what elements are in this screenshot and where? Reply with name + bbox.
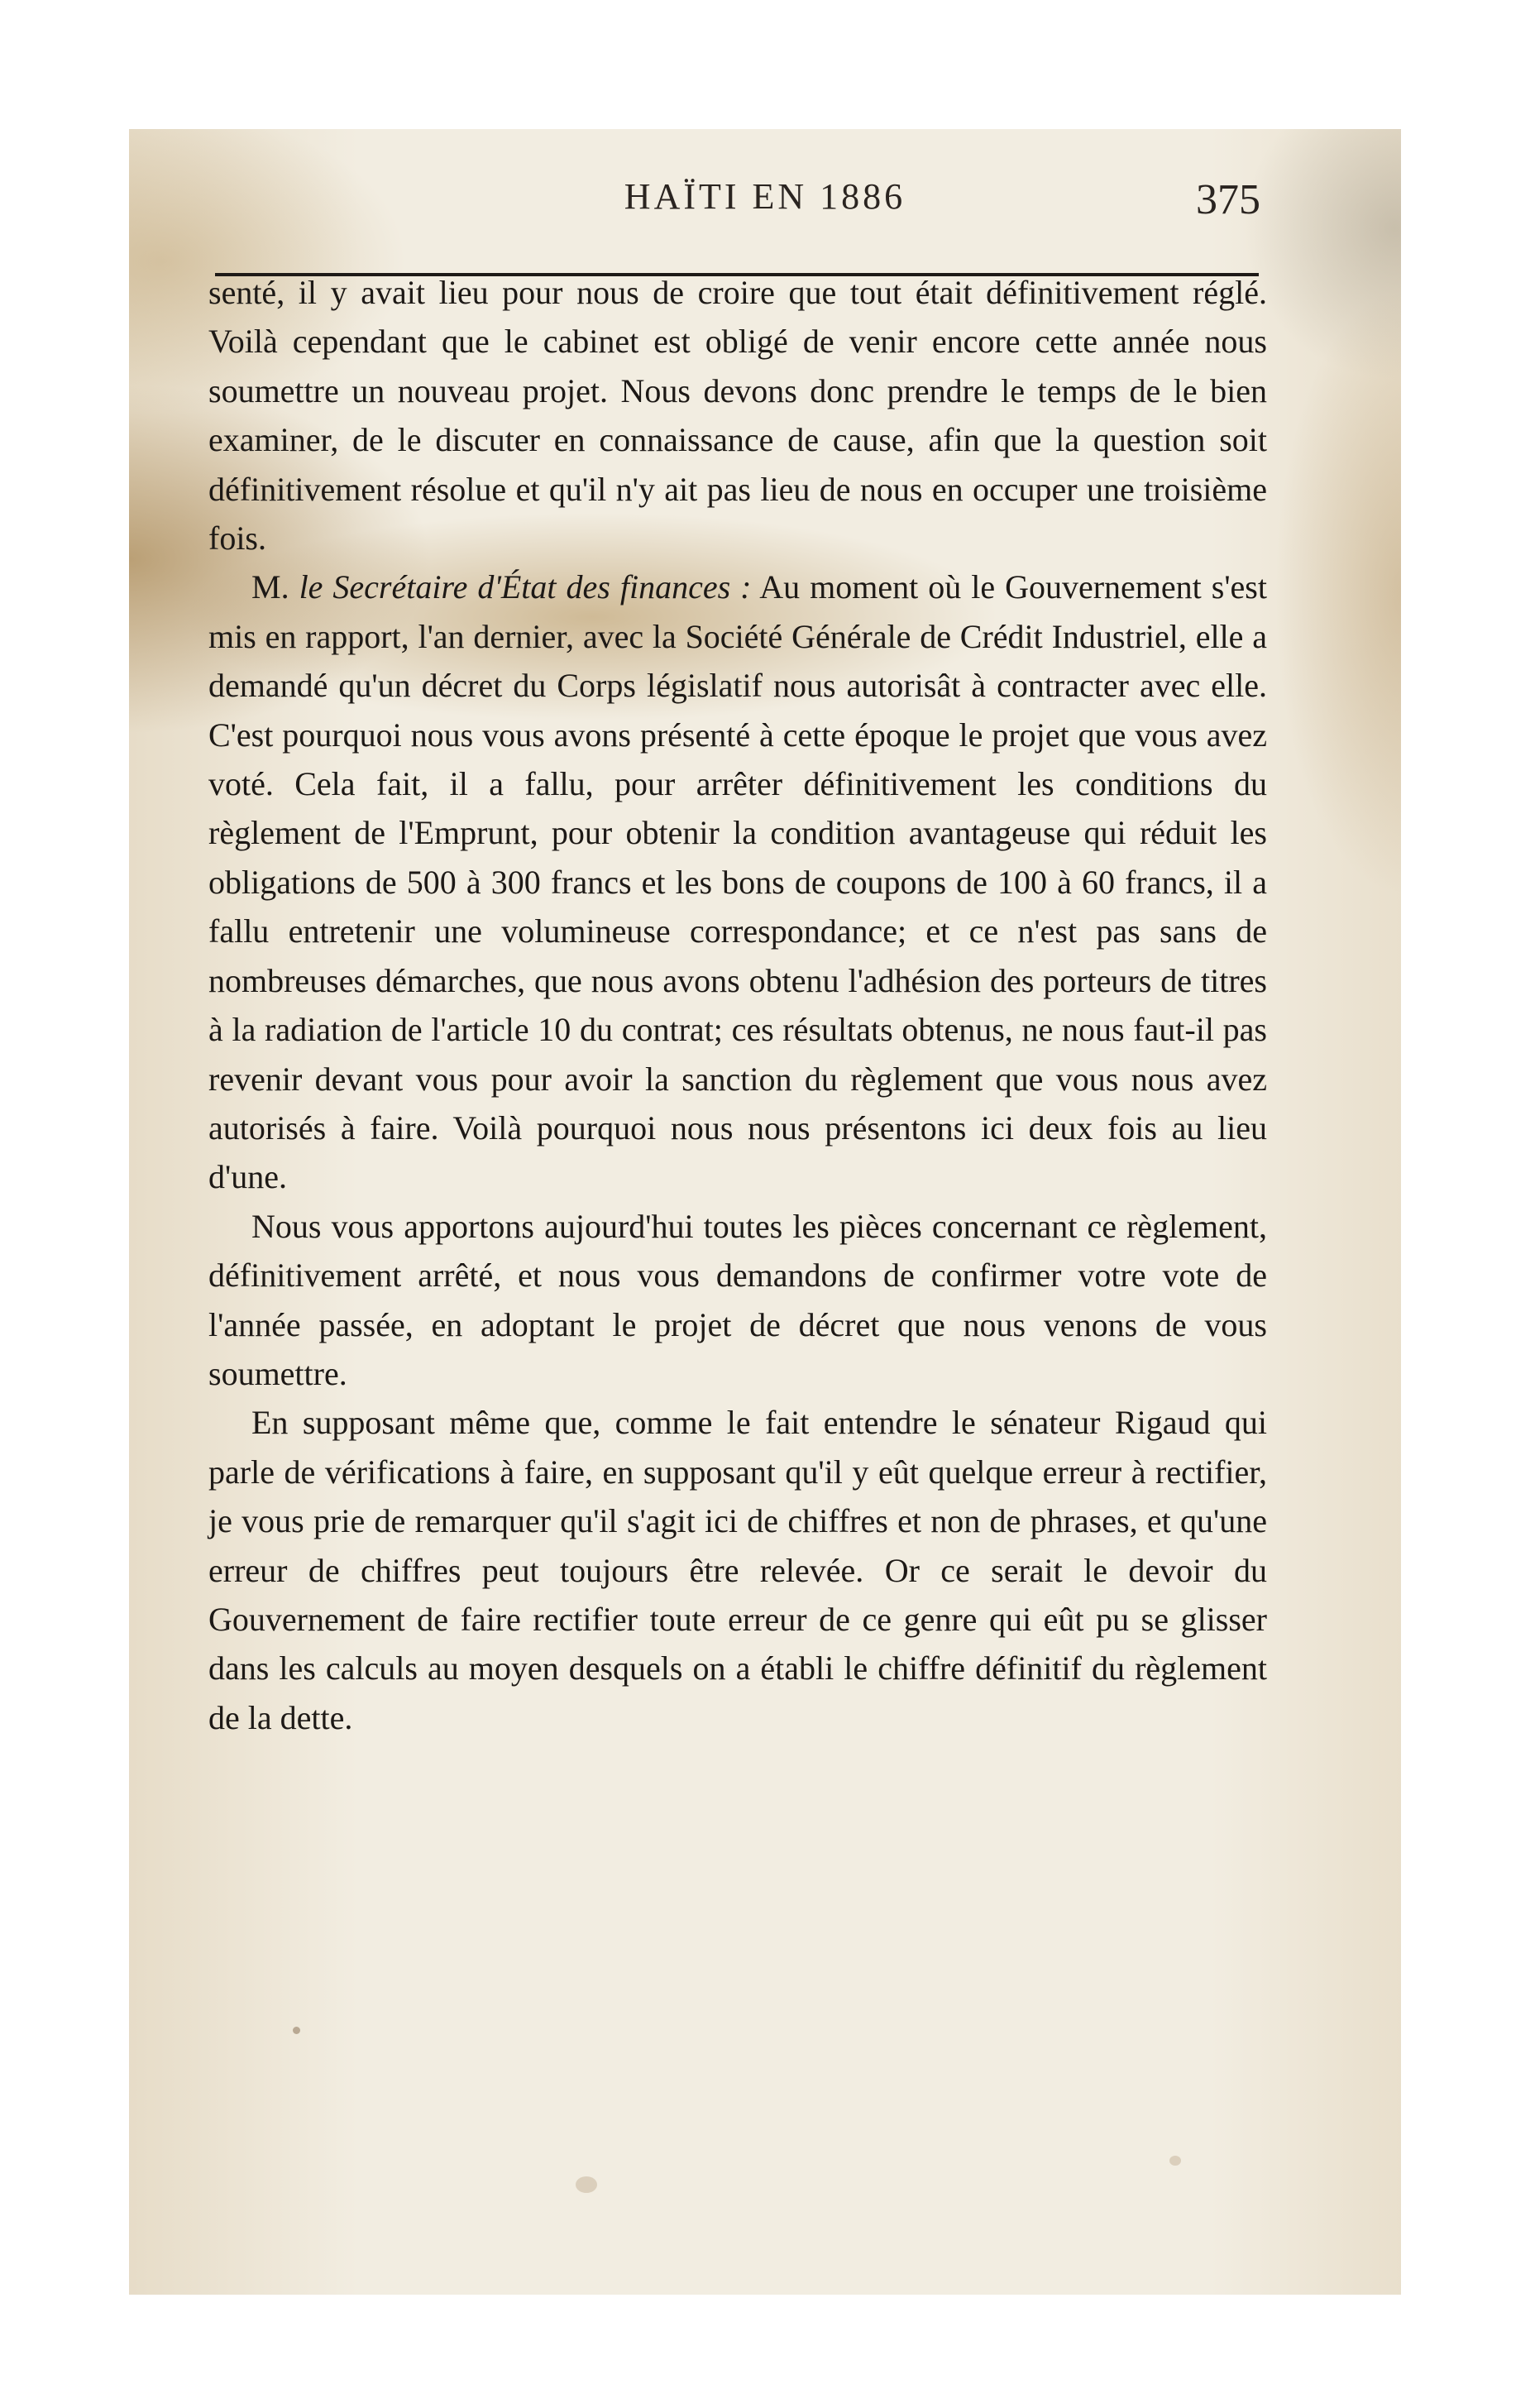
paper-speck bbox=[293, 2027, 300, 2034]
paragraph-text: Nous vous apportons aujourd'hui toutes les pièces concernant ce règlement, définitivement arrêté, et nous vous demandons de confirmer votre vote de l'année passée, en adoptant le projet de décret que nous venons de vous soumettre. bbox=[208, 1207, 1267, 1392]
paragraph-continuation bbox=[208, 268, 1267, 563]
speaker-prefix: M. bbox=[251, 568, 299, 606]
page-header bbox=[129, 170, 1401, 237]
paragraph-text: En supposant même que, comme le fait entendre le sénateur Rigaud qui parle de vérifications à faire, en supposant qu'il y eût quelque erreur à rectifier, je vous prie de remarquer qu'il s'agit ici de chiffres et non de phrases, et qu'une erreur de chiffres peut toujours être relevée. Or ce serait le devoir du Gouvernement de faire rectifier toute erreur de ce genre qui eût pu se glisser dans les calculs au moyen desquels on a établi le chiffre définitif du règlement de la dette. bbox=[208, 1404, 1267, 1736]
paragraph bbox=[208, 1398, 1267, 1742]
speaker-label: le Secrétaire d'État des finances : bbox=[299, 568, 752, 606]
paragraph-text: Au moment où le Gouvernement s'est mis en rapport, l'an dernier, avec la Société Générale de Crédit Industriel, elle a demandé qu'un décret du Corps législatif nous autorisât à contracter avec elle. C'est pourquoi nous vous avons présenté à cette époque le projet que vous avez voté. Cela fait, il a fallu, pour arrêter définitivement les conditions du règlement de l'Emprunt, pour obtenir la condition avantageuse qui réduit les obligations de 500 à 300 francs et les bons de coupons de 100 à 60 francs, il a fallu entretenir une volumineuse correspondance; et ce n'est pas sans de nombreuses démarches, que nous avons obtenu l'adhésion des porteurs de titres à la radiation de l'article 10 du contrat; ces résultats obtenus, ne nous faut-il pas revenir devant vous pour avoir la sanction du règlement que vous nous avez autorisés à faire. Voilà pourquoi nous nous présentons ici deux fois au lieu d'une. bbox=[208, 568, 1267, 1196]
paragraph bbox=[208, 1202, 1267, 1399]
running-title: HAÏTI EN 1886 bbox=[624, 176, 906, 217]
book-page bbox=[129, 129, 1401, 2295]
page-number: 375 bbox=[1196, 176, 1260, 223]
body-text bbox=[208, 268, 1267, 1742]
paragraph-text: senté, il y avait lieu pour nous de croire que tout était définitivement réglé. Voilà cependant que le cabinet est obligé de venir encore cette année nous soumettre un nouveau projet. Nous devons donc prendre le temps de le bien examiner, de le discuter en connaissance de cause, afin que la question soit définitivement résolue et qu'il n'y ait pas lieu de nous en occuper une troisième fois. bbox=[208, 274, 1267, 558]
paragraph-speech bbox=[208, 563, 1267, 1201]
paper-speck bbox=[1169, 2156, 1181, 2166]
paper-speck bbox=[576, 2176, 597, 2193]
